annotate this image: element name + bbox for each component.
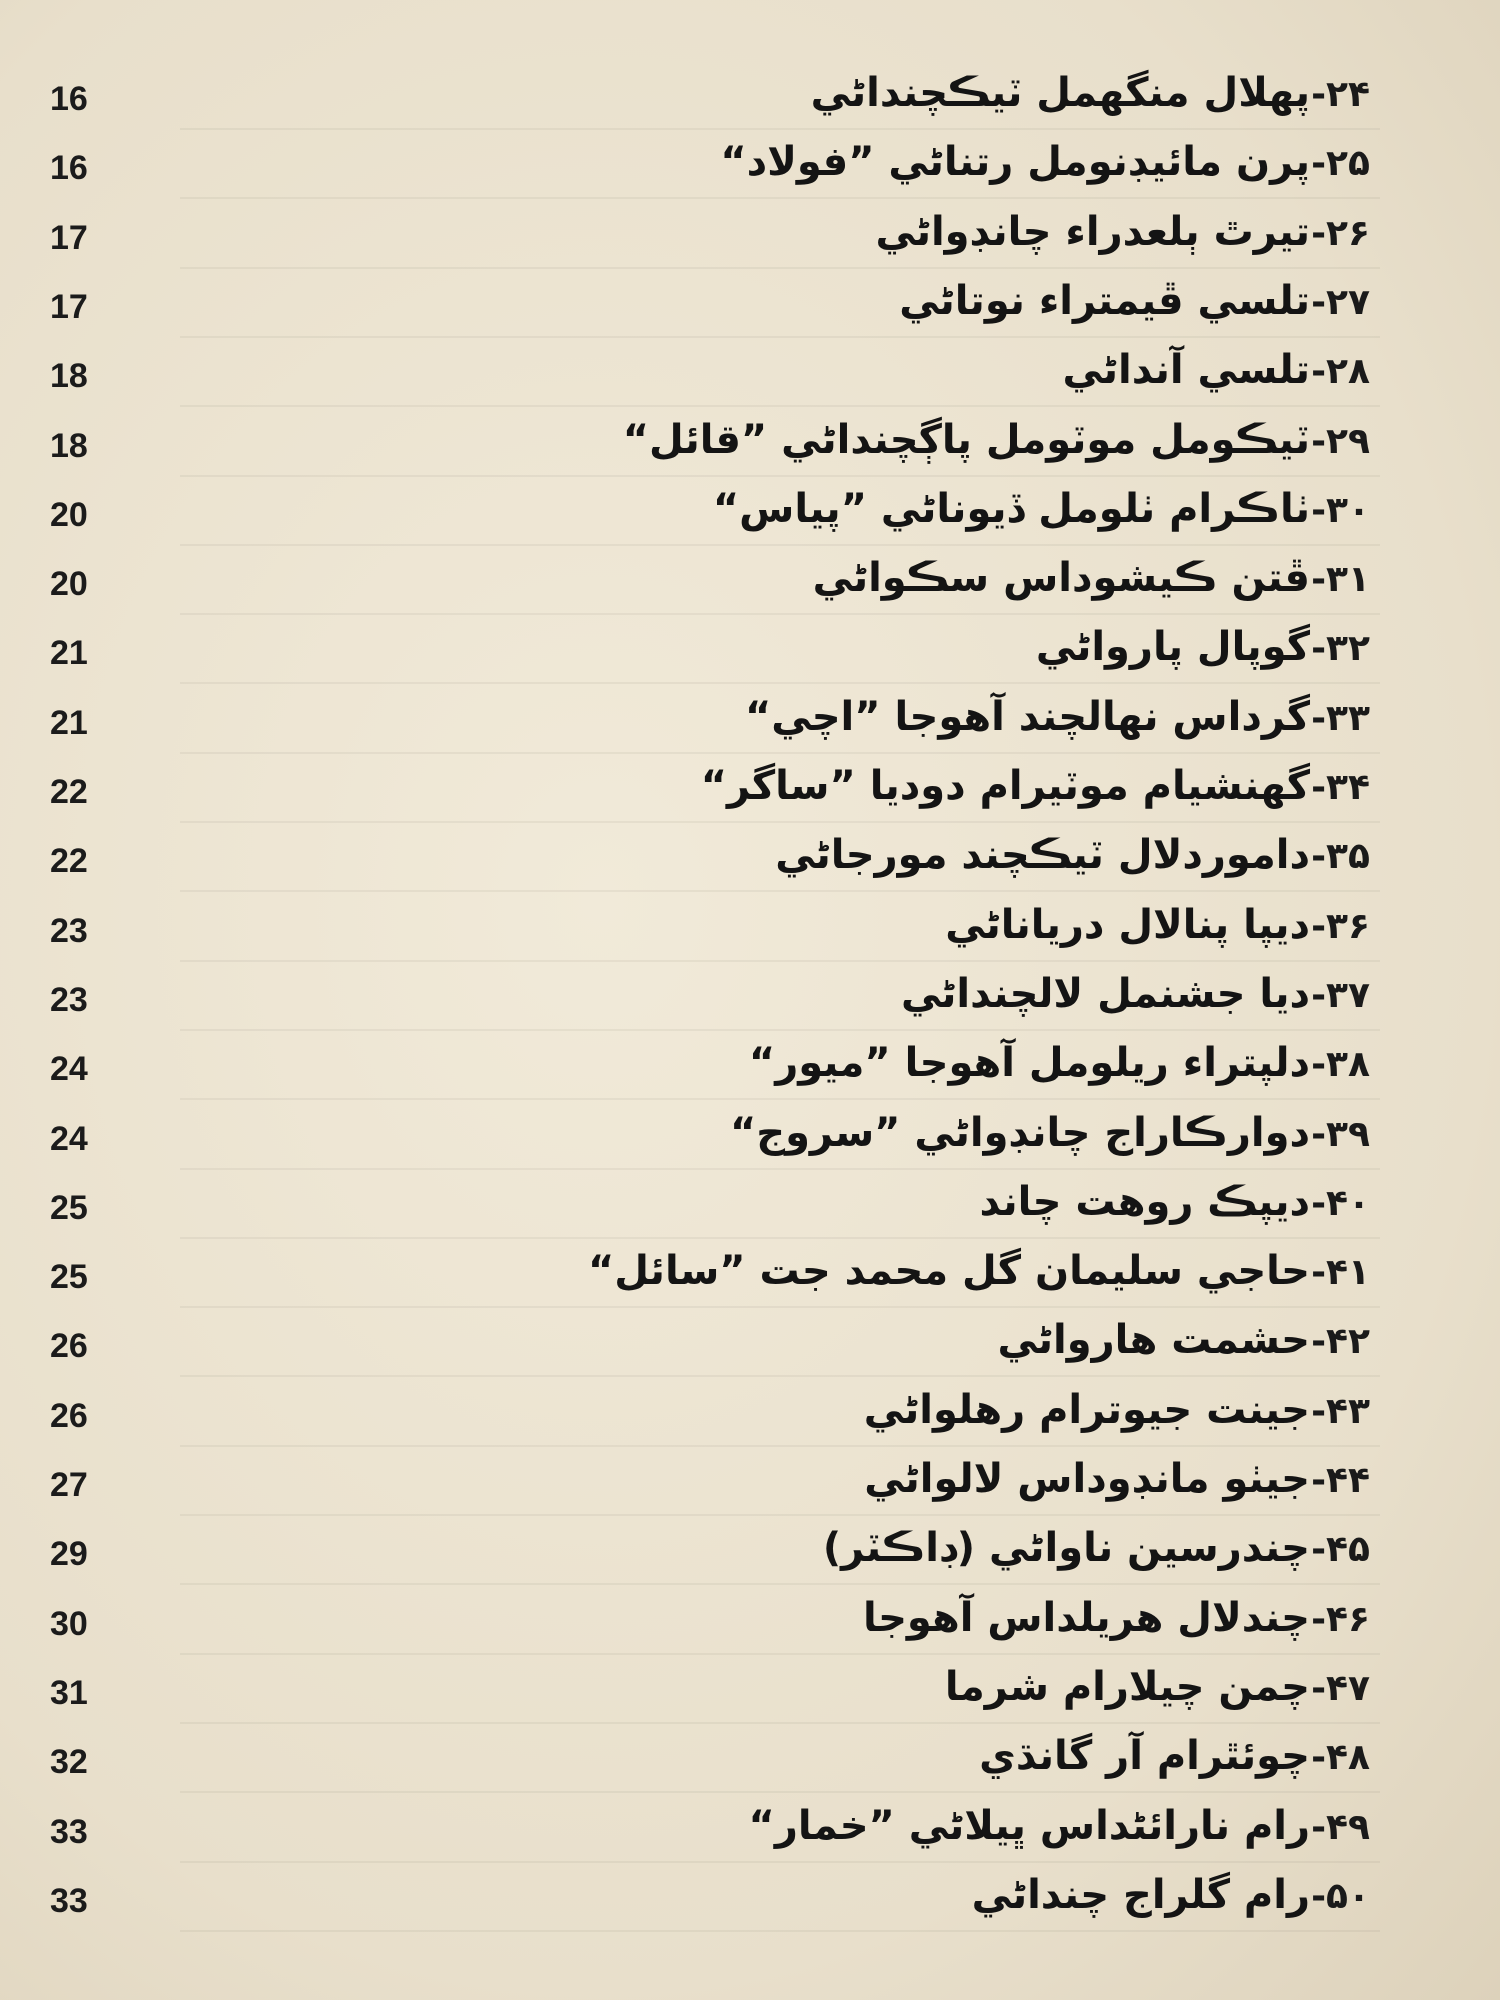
toc-entry-number: ۲۶- <box>1311 213 1370 254</box>
toc-entry-number: ۴۳- <box>1311 1391 1370 1432</box>
toc-page-number: 29 <box>50 1535 88 1573</box>
toc-entry-number: ۳۷- <box>1311 975 1370 1016</box>
toc-page-number: 21 <box>50 634 88 672</box>
toc-entry-number: ۳۶- <box>1311 906 1370 947</box>
toc-page-number: 33 <box>50 1882 88 1920</box>
toc-page-number: 21 <box>50 704 88 742</box>
toc-entry <box>0 694 1500 764</box>
toc-page-number: 23 <box>50 912 88 950</box>
toc-entry-number: ۲۹- <box>1311 421 1370 462</box>
toc-entry-title: رام گلراج چنداڻي <box>971 1872 1310 1918</box>
toc-entry-number: ۴۰- <box>1311 1183 1370 1224</box>
toc-entry-number: ۳۸- <box>1311 1044 1370 1085</box>
toc-entry <box>0 555 1500 625</box>
toc-page-number: 17 <box>50 288 88 326</box>
toc-entry <box>0 1872 1500 1942</box>
toc-entry-number: ۲۸- <box>1311 351 1370 392</box>
toc-page-number: 20 <box>50 496 88 534</box>
toc-entry-number: ۴۴- <box>1311 1460 1370 1501</box>
toc-entry <box>0 902 1500 972</box>
toc-page-number: 22 <box>50 773 88 811</box>
toc-entry-number: ۴۷- <box>1311 1668 1370 1709</box>
toc-entry-title: پرن مائيڊنومل رتناڻي ”فولاد“ <box>720 139 1310 185</box>
toc-entry-title: داموردلال ٽيڪچند مورجاڻي <box>775 832 1310 878</box>
toc-page-number: 16 <box>50 149 88 187</box>
toc-entry <box>0 209 1500 279</box>
toc-page-number: 31 <box>50 1674 88 1712</box>
toc-entry-number: ۳۱- <box>1311 559 1370 600</box>
toc-entry <box>0 347 1500 417</box>
toc-entry-number: ۳۵- <box>1311 836 1370 877</box>
toc-entry <box>0 139 1500 209</box>
toc-page-number: 25 <box>50 1189 88 1227</box>
toc-entry <box>0 1179 1500 1249</box>
toc-entry-title: گوپال پارواڻي <box>1035 624 1310 670</box>
toc-page-number: 24 <box>50 1050 88 1088</box>
toc-page-number: 32 <box>50 1743 88 1781</box>
toc-entry <box>0 1387 1500 1457</box>
toc-entry-title: ٺاڪرام ٺلومل ڏيوناڻي ”پياس“ <box>712 486 1310 532</box>
toc-entry-title: ديا جشنمل لالچنداڻي <box>900 971 1310 1017</box>
toc-entry <box>0 624 1500 694</box>
toc-entry-number: ۴۲- <box>1311 1321 1370 1362</box>
toc-entry-number: ۲۵- <box>1311 143 1370 184</box>
toc-entry <box>0 1803 1500 1873</box>
toc-entry <box>0 1664 1500 1734</box>
toc-entry <box>0 971 1500 1041</box>
toc-page-number: 17 <box>50 219 88 257</box>
toc-page-number: 25 <box>50 1258 88 1296</box>
toc-entry <box>0 1525 1500 1595</box>
toc-page-number: 26 <box>50 1327 88 1365</box>
toc-entry-title: جيٺو مانڊوداس لالواڻي <box>864 1456 1310 1502</box>
toc-entry <box>0 763 1500 833</box>
toc-page-number: 20 <box>50 565 88 603</box>
toc-page-number: 16 <box>50 80 88 118</box>
toc-entry <box>0 1733 1500 1803</box>
toc-entry <box>0 1110 1500 1180</box>
toc-entry-number: ۴۵- <box>1311 1529 1370 1570</box>
toc-entry-title: تلسي ڦيمتراء نوتاڻي <box>899 278 1310 324</box>
toc-entry-title: گهنشيام موٽيرام دوديا ”ساگر“ <box>700 763 1310 809</box>
toc-entry <box>0 486 1500 556</box>
toc-entry <box>0 1595 1500 1665</box>
toc-entry-title: ڦتن ڪيشوداس سڪواڻي <box>812 555 1310 601</box>
toc-entry <box>0 1317 1500 1387</box>
toc-entry-number: ۴۸- <box>1311 1737 1370 1778</box>
toc-entry-title: ٽيڪومل موٽومل پاڳچنداڻي ”قائل“ <box>622 417 1310 463</box>
toc-page-number: 33 <box>50 1813 88 1851</box>
toc-page-number: 30 <box>50 1605 88 1643</box>
toc-entry-number: ۵۰- <box>1311 1876 1370 1917</box>
toc-entry-number: ۴۹- <box>1311 1807 1370 1848</box>
toc-entry-title: چوئٿرام آر گانڌي <box>979 1733 1310 1779</box>
toc-entry <box>0 417 1500 487</box>
toc-entry-number: ۳۹- <box>1311 1114 1370 1155</box>
toc-entry-title: تيرٿ ٻلعدراء چانڊواڻي <box>875 209 1310 255</box>
toc-entry-title: چمن چيلارام شرما <box>944 1664 1310 1710</box>
toc-entry-number: ۳۰- <box>1311 490 1370 531</box>
toc-entry-title: دوارڪاراج چانڊواڻي ”سروج“ <box>729 1110 1310 1156</box>
toc-entry <box>0 1456 1500 1526</box>
toc-entry-title: ديپا پنالال درياناڻي <box>945 902 1310 948</box>
toc-entry-title: چندلال هريلداس آهوجا <box>863 1595 1310 1641</box>
toc-entry-title: ديپڪ روهت چاند <box>979 1179 1310 1225</box>
toc-entry-title: پهلال منگهمل ٽيڪچنداڻي <box>810 70 1310 116</box>
toc-entry <box>0 278 1500 348</box>
toc-entry-number: ۳۳- <box>1311 698 1370 739</box>
toc-page-number: 26 <box>50 1397 88 1435</box>
toc-entry-title: جينت جيوترام رهلواڻي <box>863 1387 1310 1433</box>
toc-entry-title: دلپتراء ريلومل آهوجا ”ميور“ <box>748 1040 1310 1086</box>
toc-entry-number: ۴۱- <box>1311 1252 1370 1293</box>
toc-entry-title: حشمت هارواڻي <box>997 1317 1310 1363</box>
toc-page-number: 22 <box>50 842 88 880</box>
toc-page-number: 27 <box>50 1466 88 1504</box>
toc-entry-title: تلسي آنداڻي <box>1062 347 1310 393</box>
toc-entry-title: گرداس نهالچند آهوجا ”اچي“ <box>744 694 1310 740</box>
toc-page-number: 24 <box>50 1120 88 1158</box>
toc-page-number: 23 <box>50 981 88 1019</box>
toc-entry-number: ۳۴- <box>1311 767 1370 808</box>
toc-page-number: 18 <box>50 427 88 465</box>
toc-entry <box>0 70 1500 140</box>
toc-entry-number: ۲۴- <box>1311 74 1370 115</box>
toc-entry-number: ۳۲- <box>1311 628 1370 669</box>
toc-entry <box>0 1040 1500 1110</box>
toc-entry-title: چندرسين ناواڻي (ڊاڪٽر) <box>822 1525 1310 1571</box>
toc-page-number: 18 <box>50 357 88 395</box>
toc-entry-title: حاجي سليمان گل محمد جت ”سائل“ <box>587 1248 1310 1294</box>
toc-entry-number: ۲۷- <box>1311 282 1370 323</box>
toc-entry-title: رام نارائڻداس ڀيلاڻي ”خمار“ <box>748 1803 1310 1849</box>
toc-entry <box>0 832 1500 902</box>
toc-entry <box>0 1248 1500 1318</box>
toc-entry-number: ۴۶- <box>1311 1599 1370 1640</box>
